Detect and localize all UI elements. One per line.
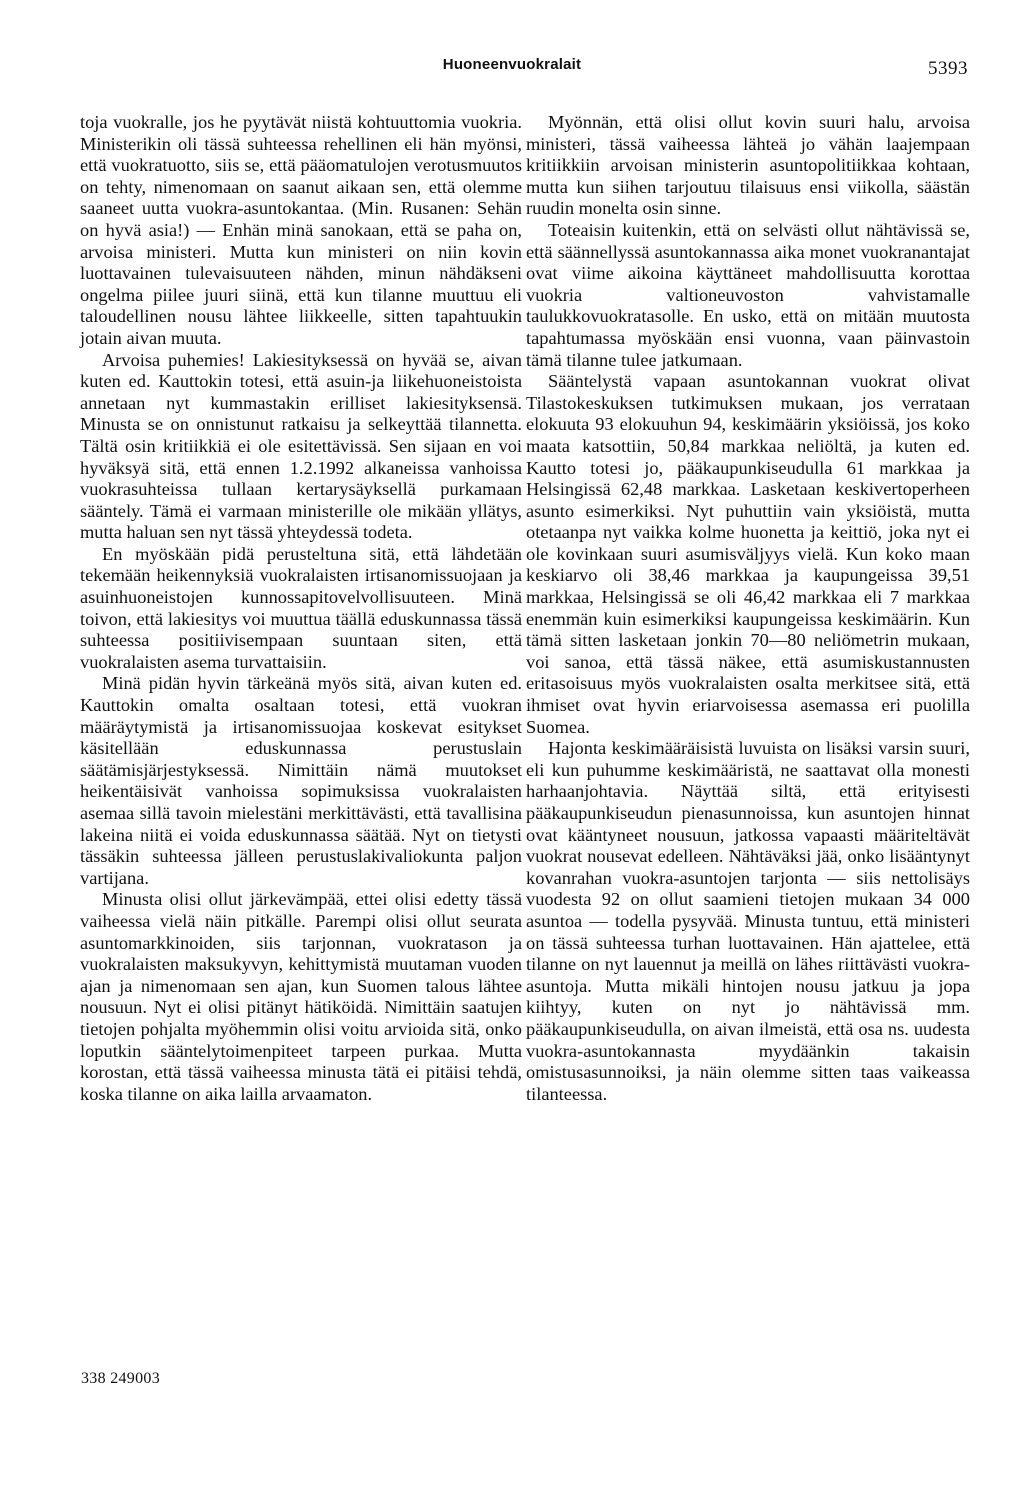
- paragraph: Sääntelystä vapaan asuntokannan vuokrat olivat Tilastokeskuksen tutkimuksen mukaan, jos verrataan elokuuta 93 elokuuhun 94, keskimäärin yksiöissä, jos koko maata katsottiin, 50,84 markkaa neliöltä, ja kuten ed. Kautto totesi jo, pääkaupunkiseudulla 61 markkaa ja Helsingissä 62,48 markkaa. Lasketaan keskivertoperheen asunto esimerkiksi. Nyt puhuttiin vain yksiöistä, mutta otetaanpa nyt vaikka kolme huonetta ja keittiö, joka nyt ei ole kovinkaan suuri asumisväljyys vielä. Kun koko maan keskiarvo oli 38,46 markkaa ja kaupungeissa 39,51 markkaa, Helsingissä se oli 46,42 markkaa eli 7 markkaa enemmän kuin esimerkiksi kaupungeissa keskimäärin. Kun tämä sitten lasketaan jonkin 70—80 neliömetrin mukaan, voi sanoa, että tässä näkee, että asumiskustannusten eritasoisuus myös vuokralaisten osalta merkitsee sitä, että ihmiset ovat hyvin eriarvoisessa asemassa eri puolilla Suomea.: [526, 371, 970, 737]
- left-text-column: [80, 112, 522, 1105]
- paragraph: Minusta olisi ollut järkevämpää, ettei olisi edetty tässä vaiheessa vielä näin pitkälle. Parempi olisi ollut seurata asuntomarkkinoiden, siis tarjonnan, vuokratason ja vuokralaisten maksukyvyn, kehittymistä muutaman vuoden ajan ja nimenomaan sen ajan, kun Suomen talous lähtee nousuun. Nyt ei olisi pitänyt hätiköidä. Nimittäin saatujen tietojen pohjalta myöhemmin olisi voitu arvioida sitä, onko loputkin sääntelytoimenpiteet tarpeen purkaa. Mutta korostan, että tässä vaiheessa minusta tätä ei pitäisi tehdä, koska tilanne on aika lailla arvaamaton.: [80, 889, 522, 1104]
- right-text-column: [526, 112, 970, 1105]
- page-number: 5393: [928, 58, 968, 79]
- paragraph: Arvoisa puhemies! Lakiesityksessä on hyvää se, aivan kuten ed. Kauttokin totesi, että asuin-ja liikehuoneistoista annetaan nyt kummastakin erilliset lakiesityksensä. Minusta se on onnistunut ratkaisu ja selkeyttää tilannetta. Tältä osin kritiikkiä ei ole esitettävissä. Sen sijaan en voi hyväksyä sitä, että ennen 1.2.1992 alkaneissa vanhoissa vuokrasuhteissa tullaan kertarysäyksellä purkamaan sääntely. Tämä ei varmaan ministerille ole mikään yllätys, mutta haluan sen nyt tässä yhteydessä todeta.: [80, 349, 522, 543]
- paragraph: Myönnän, että olisi ollut kovin suuri halu, arvoisa ministeri, tässä vaiheessa lähteä jo vähän laajempaan kritiikkiin arvoisan ministerin asuntopolitiikkaa kohtaan, mutta kun siihen tarjoutuu tilaisuus ensi viikolla, säästän ruudin monelta osin sinne.: [526, 112, 970, 219]
- paragraph: Hajonta keskimääräisistä luvuista on lisäksi varsin suuri, eli kun puhumme keskimääristä, ne saattavat olla monesti harhaanjohtavia. Näyttää siltä, että erityisesti pääkaupunkiseudun pienasunnoissa, kun asuntojen hinnat ovat kääntyneet nousuun, jatkossa vapaasti määriteltävät vuokrat nousevat edelleen. Nähtäväksi jää, onko lisääntynyt kovanrahan vuokra-asuntojen tarjonta — siis nettolisäys vuodesta 92 on ollut saamieni tietojen mukaan 34 000 asuntoa — todella pysyvää. Minusta tuntuu, että ministeri on tässä suhteessa turhan luottavainen. Hän ajattelee, että tilanne on nyt lauennut ja meillä on lähes riittävästi vuokra-asuntoja. Mutta mikäli hintojen nousu jatkuu ja jopa kiihtyy, kuten on nyt jo nähtävissä mm. pääkaupunkiseudulla, on aivan ilmeistä, että osa ns. uudesta vuokra-asuntokannasta myydäänkin takaisin omistusasunnoiksi, ja näin olemme sitten taas vaikeassa tilanteessa.: [526, 738, 970, 1104]
- print-code: 338 249003: [81, 1370, 160, 1387]
- paragraph: Minä pidän hyvin tärkeänä myös sitä, aivan kuten ed. Kauttokin omalta osaltaan totesi, että vuokran määräytymistä ja irtisanomissuojaa koskevat esitykset käsitellään eduskunnassa perustuslain säätämisjärjestyksessä. Nimittäin nämä muutokset heikentäisivät vanhoissa sopimuksissa vuokralaisten asemaa sillä tavoin mielestäni merkittävästi, että tavallisina lakeina niitä ei voida eduskunnassa säätää. Nyt on tietysti tässäkin suhteessa jälleen perustuslakivaliokunta paljon vartijana.: [80, 673, 522, 888]
- page-header: [0, 52, 1024, 82]
- running-title: Huoneenvuokralait: [442, 56, 582, 73]
- paragraph: toja vuokralle, jos he pyytävät niistä kohtuuttomia vuokria. Ministerikin oli tässä suhteessa rehellinen eli hän myönsi, että vuokratuotto, siis se, että pääomatulojen verotusmuutos on tehty, nimenomaan on saanut aikaan sen, että olemme saaneet uutta vuokra-asuntokantaa. (Min. Rusanen: Sehän on hyvä asia!) — Enhän minä sanokaan, että se paha on, arvoisa ministeri. Mutta kun ministeri on niin kovin luottavainen tulevaisuuteen nähden, minun nähdäkseni ongelma piilee juuri siinä, että kun tilanne muuttuu eli taloudellinen nousu lähtee liikkeelle, sitten tapahtuukin jotain aivan muuta.: [80, 112, 522, 348]
- paragraph: En myöskään pidä perusteltuna sitä, että lähdetään tekemään heikennyksiä vuokralaisten irtisanomissuojaan ja asuinhuoneistojen kunnossapitovelvollisuuteen. Minä toivon, että lakiesitys voi muuttua täällä eduskunnassa tässä suhteessa positiivisempaan suuntaan siten, että vuokralaisten asema turvattaisiin.: [80, 543, 522, 672]
- paragraph: Toteaisin kuitenkin, että on selvästi ollut nähtävissä se, että säännellyssä asuntokannassa aika monet vuokranantajat ovat viime aikoina käyttäneet mahdollisuutta korottaa vuokria valtioneuvoston vahvistamalle taulukkovuokratasolle. En usko, että on mitään muutosta tapahtumassa myöskään ensi vuonna, vaan päinvastoin tämä tilanne tulee jatkumaan.: [526, 219, 970, 370]
